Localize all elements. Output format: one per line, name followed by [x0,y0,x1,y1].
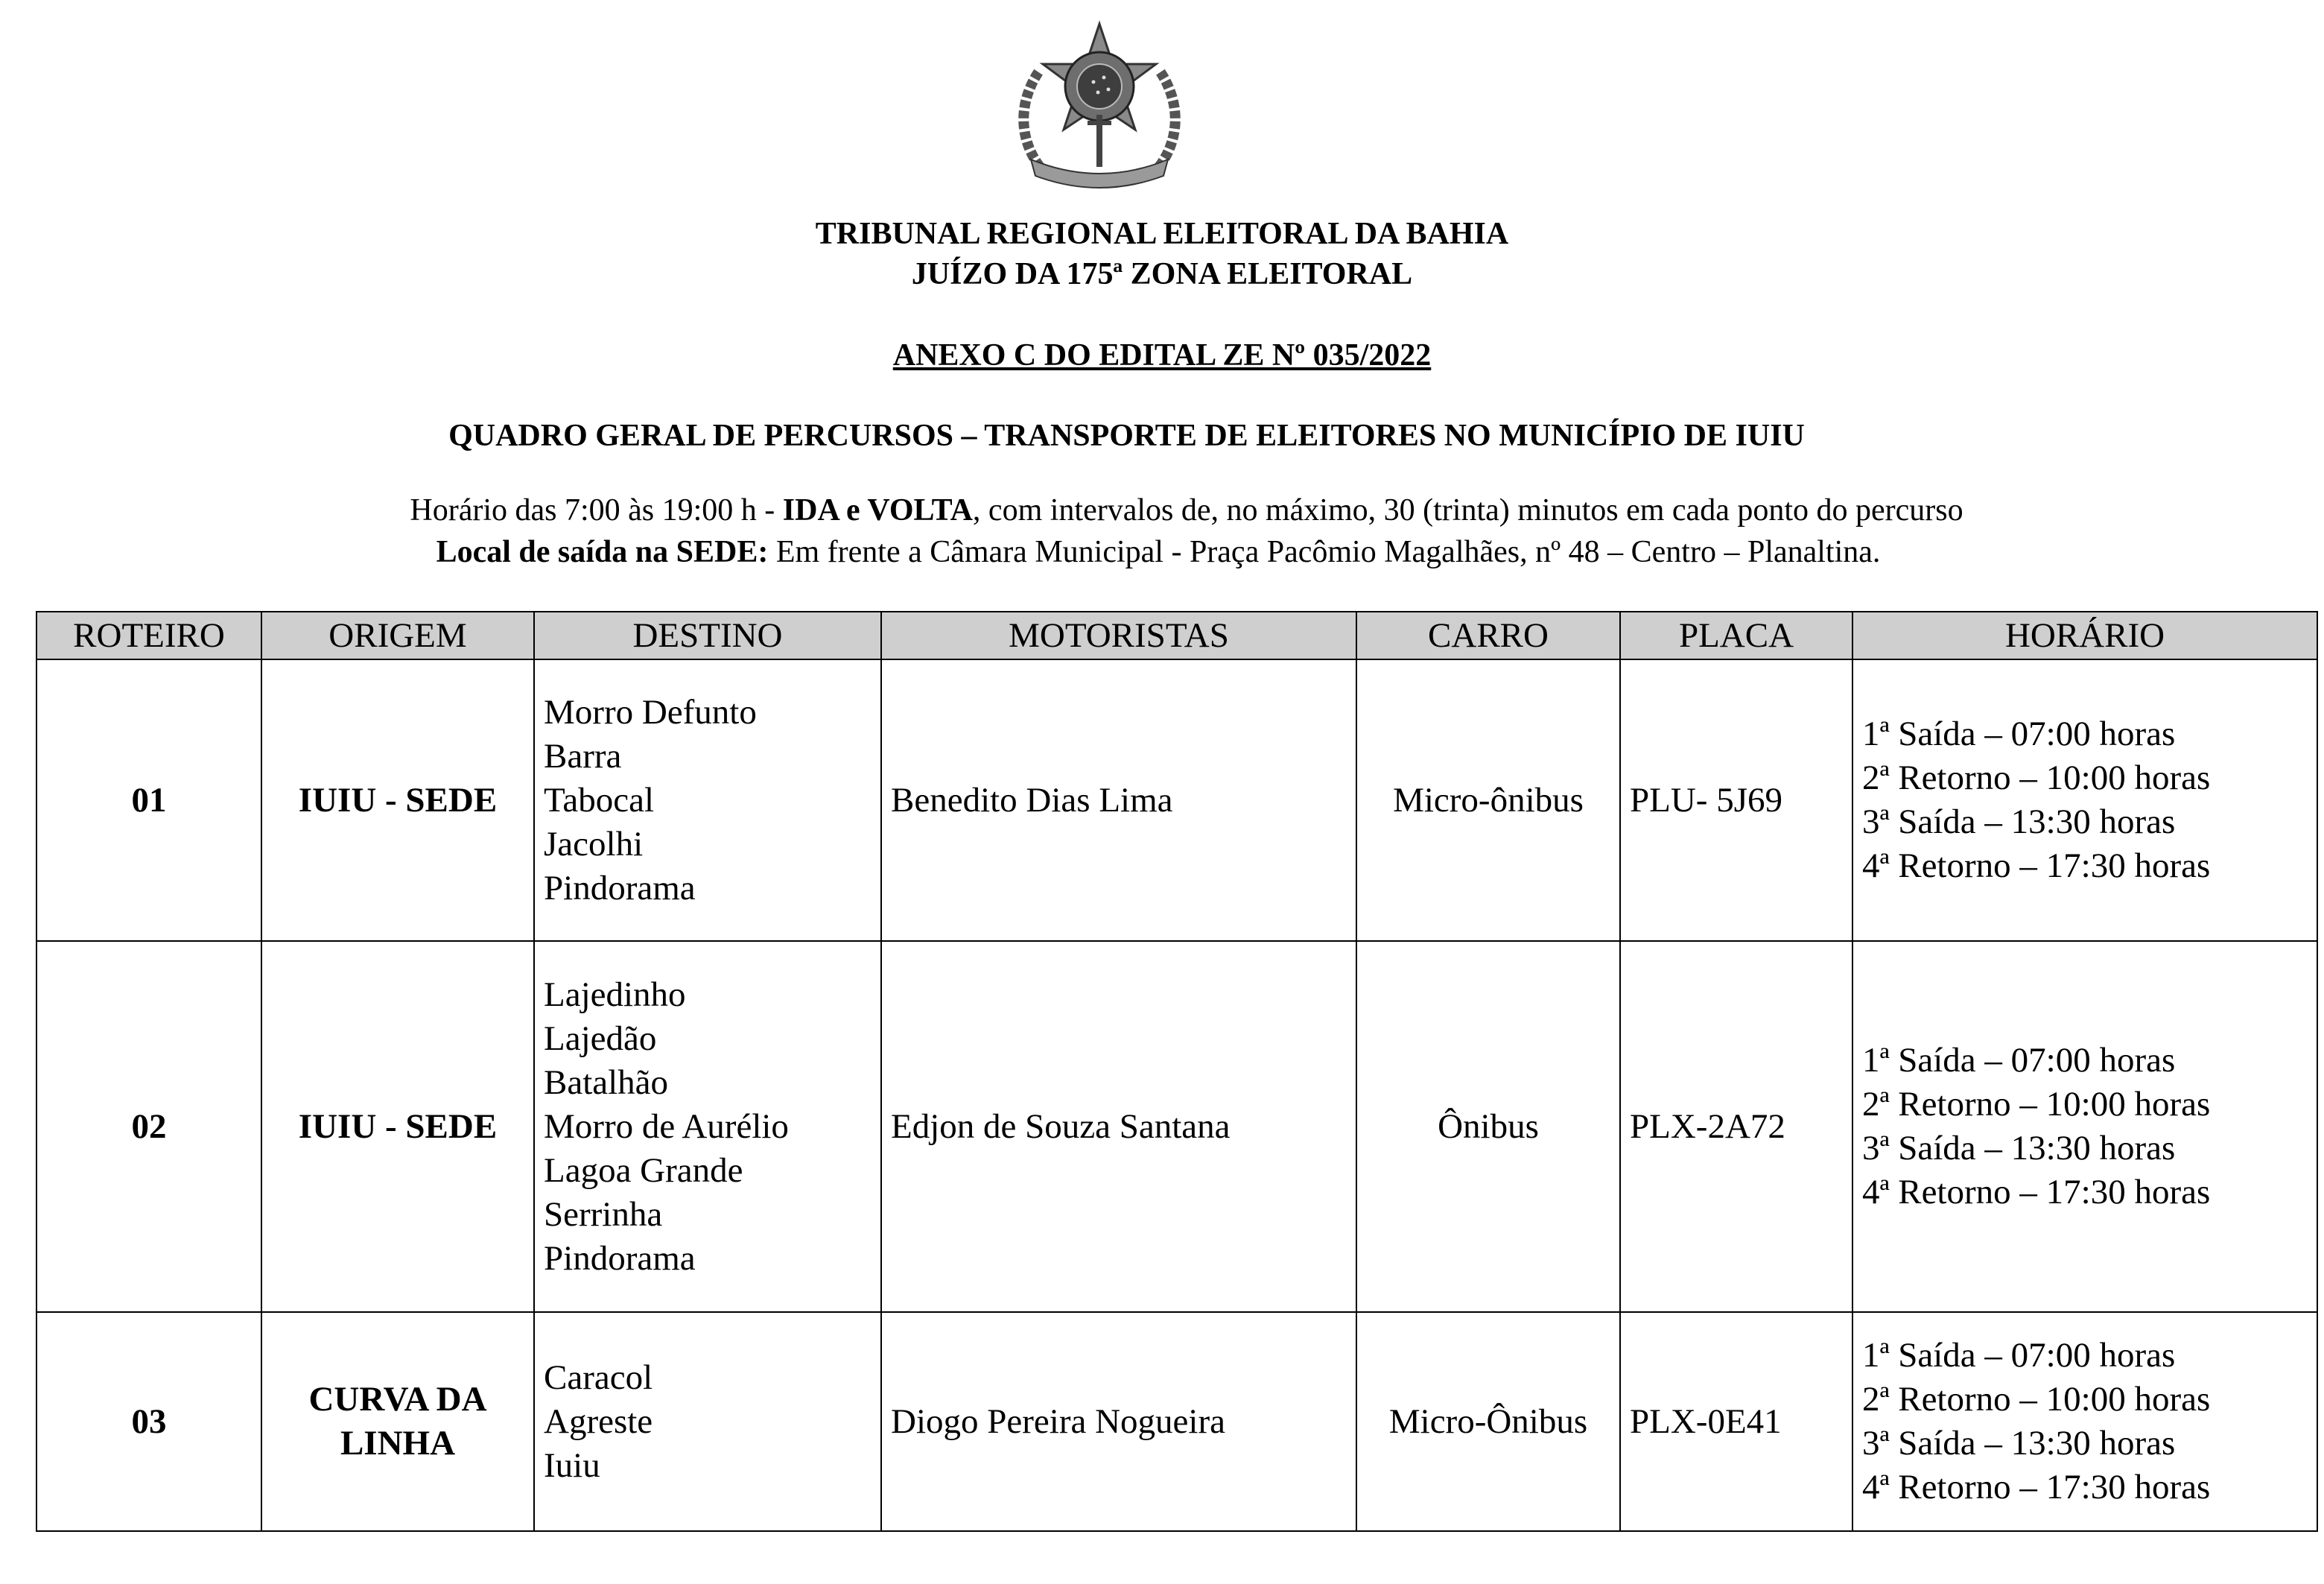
routes-board-title: QUADRO GERAL DE PERCURSOS – TRANSPORTE DE ELEITORES NO MUNICÍPIO DE IUIU [448,419,1805,453]
table-row [36,659,2317,941]
schedule-note-prefix: Horário das 7:00 às 19:00 h - [410,493,783,528]
destino-item: Lajedão [544,1018,657,1058]
destino-item: Agreste [544,1401,653,1441]
table-row [36,1312,2317,1531]
coat-of-arms-seal-icon [1010,18,1189,197]
schedule-note-bold: IDA e VOLTA [782,493,973,528]
cell-roteiro: 03 [36,1312,261,1531]
schedule-note-suffix: , com intervalos de, no máximo, 30 (trinta) minutos em cada ponto do percurso [972,493,1963,528]
destino-item: Lajedinho [544,975,686,1014]
destino-item: Morro de Aurélio [544,1106,789,1146]
horario-item: 2ª Retorno – 10:00 horas [1862,758,2211,797]
col-header-placa: PLACA [1620,612,1852,659]
destino-item: Lagoa Grande [544,1150,743,1190]
horario-item: 2ª Retorno – 10:00 horas [1862,1085,2211,1124]
cell-placa: PLX-2A72 [1620,941,1852,1312]
cell-horario [1852,941,2317,1312]
horario-item: 3ª Saída – 13:30 horas [1862,802,2176,841]
horario-item: 4ª Retorno – 17:30 horas [1862,846,2211,885]
cell-placa: PLU- 5J69 [1620,659,1852,941]
departure-location-text: Em frente a Câmara Municipal - Praça Pacômio Magalhães, nº 48 – Centro – Planaltina. [768,535,1881,569]
horario-item: 4ª Retorno – 17:30 horas [1862,1468,2211,1507]
schedule-note [0,495,2324,526]
horario-item: 3ª Saída – 13:30 horas [1862,1424,2176,1463]
destino-item: Batalhão [544,1062,669,1102]
cell-origem: IUIU - SEDE [261,659,534,941]
zone-name: JUÍZO DA 175ª ZONA ELEITORAL [911,257,1413,291]
cell-carro: Micro-Ônibus [1356,1312,1620,1531]
destino-item: Pindorama [544,1238,696,1278]
cell-horario [1852,1312,2317,1531]
destino-item: Caracol [544,1358,653,1397]
cell-motorista: Diogo Pereira Nogueira [881,1312,1356,1531]
cell-roteiro: 01 [36,659,261,941]
cell-motorista: Edjon de Souza Santana [881,941,1356,1312]
destino-item: Tabocal [544,780,655,820]
horario-item: 1ª Saída – 07:00 horas [1862,715,2176,753]
horario-item: 1ª Saída – 07:00 horas [1862,1041,2176,1080]
destino-item: Morro Defunto [544,692,757,732]
cell-destino [534,941,881,1312]
origem-line: CURVA DA [308,1380,487,1419]
horario-item: 3ª Saída – 13:30 horas [1862,1129,2176,1168]
table-header-row [36,612,2317,659]
cell-carro: Micro-ônibus [1356,659,1620,941]
cell-horario [1852,659,2317,941]
origem-line: LINHA [340,1424,456,1463]
destino-item: Serrinha [544,1194,663,1234]
destino-item: Jacolhi [544,824,644,864]
col-header-origem: ORIGEM [261,612,534,659]
col-header-destino: DESTINO [534,612,881,659]
col-header-motoristas: MOTORISTAS [881,612,1356,659]
cell-origem: IUIU - SEDE [261,941,534,1312]
departure-location-note [0,536,2317,568]
routes-table [36,611,2318,1532]
col-header-carro: CARRO [1356,612,1620,659]
tribunal-name: TRIBUNAL REGIONAL ELEITORAL DA BAHIA [815,217,1509,251]
cell-placa: PLX-0E41 [1620,1312,1852,1531]
col-header-roteiro: ROTEIRO [36,612,261,659]
annex-title: ANEXO C DO EDITAL ZE Nº 035/2022 [892,338,1432,373]
destino-item: Iuiu [544,1445,600,1485]
destino-item: Pindorama [544,868,696,907]
cell-destino [534,659,881,941]
cell-origem [261,1312,534,1531]
horario-item: 2ª Retorno – 10:00 horas [1862,1380,2211,1419]
col-header-horario: HORÁRIO [1852,612,2317,659]
cell-carro: Ônibus [1356,941,1620,1312]
horario-item: 4ª Retorno – 17:30 horas [1862,1173,2211,1211]
horario-item: 1ª Saída – 07:00 horas [1862,1336,2176,1375]
departure-location-label: Local de saída na SEDE: [436,535,769,569]
cell-roteiro: 02 [36,941,261,1312]
destino-item: Barra [544,736,622,776]
cell-motorista: Benedito Dias Lima [881,659,1356,941]
cell-destino [534,1312,881,1531]
table-row [36,941,2317,1312]
